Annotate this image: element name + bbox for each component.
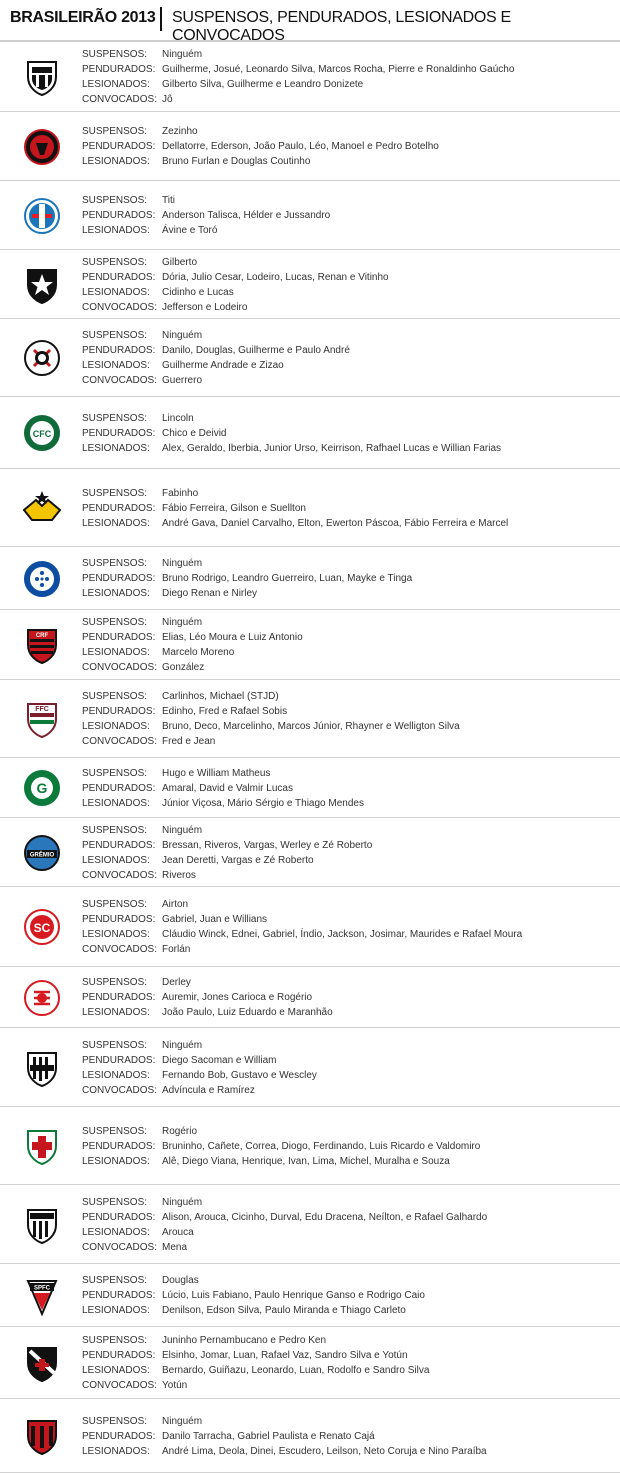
convocados-value: Advíncula e Ramírez	[162, 1085, 255, 1096]
pendurados-label: PENDURADOS:	[82, 1431, 156, 1442]
suspensos-label: SUSPENSOS:	[82, 825, 148, 836]
team-block	[0, 1399, 620, 1473]
lesionados-value: Alex, Geraldo, Iberbia, Junior Urso, Keirrison, Rafhael Lucas e Willian Farias	[162, 443, 502, 454]
pendurados-label: PENDURADOS:	[82, 992, 156, 1003]
suspensos-value: Derley	[162, 977, 191, 988]
pendurados-label: PENDURADOS:	[82, 345, 156, 356]
team-block	[0, 610, 620, 680]
lesionados-value: Bruno, Deco, Marcelinho, Marcos Júnior, Rhayner e Welligton Silva	[162, 721, 460, 732]
lesionados-value: André Gava, Daniel Carvalho, Elton, Ewerton Páscoa, Fábio Ferreira e Marcel	[162, 518, 509, 529]
pendurados-label: PENDURADOS:	[82, 1141, 156, 1152]
bahia-crest-icon	[22, 196, 62, 236]
lesionados-value: Guilherme Andrade e Zizao	[162, 360, 284, 371]
portuguesa-crest-icon	[22, 1126, 62, 1166]
suspensos-label: SUSPENSOS:	[82, 330, 148, 341]
pendurados-value: Auremir, Jones Carioca e Rogério	[162, 992, 313, 1003]
suspensos-label: SUSPENSOS:	[82, 413, 148, 424]
suspensos-value: Hugo e William Matheus	[162, 768, 271, 779]
coritiba-crest-icon	[22, 413, 62, 453]
svg-text:CRF: CRF	[35, 633, 49, 639]
lesionados-label: LESIONADOS:	[82, 360, 150, 371]
team-block	[0, 469, 620, 547]
ponte-preta-crest-icon	[22, 1048, 62, 1088]
team-block	[0, 818, 620, 887]
convocados-value: Forlán	[162, 944, 191, 955]
svg-text:FFC: FFC	[35, 706, 49, 713]
pendurados-label: PENDURADOS:	[82, 706, 156, 717]
team-block	[0, 1327, 620, 1399]
suspensos-label: SUSPENSOS:	[82, 257, 148, 268]
vasco-crest-icon	[22, 1343, 62, 1383]
team-block	[0, 181, 620, 250]
lesionados-label: LESIONADOS:	[82, 1227, 150, 1238]
lesionados-value: Arouca	[162, 1227, 194, 1238]
lesionados-label: LESIONADOS:	[82, 518, 150, 529]
pendurados-value: Danilo, Douglas, Guilherme e Paulo André	[162, 345, 350, 356]
pendurados-label: PENDURADOS:	[82, 1350, 156, 1361]
pendurados-value: Alison, Arouca, Cicinho, Durval, Edu Dracena, Neílton, e Rafael Galhardo	[162, 1212, 488, 1223]
pendurados-value: Danilo Tarracha, Gabriel Paulista e Renato Cajá	[162, 1431, 375, 1442]
suspensos-label: SUSPENSOS:	[82, 899, 148, 910]
svg-text:SPFC: SPFC	[33, 1285, 51, 1292]
lesionados-label: LESIONADOS:	[82, 1365, 150, 1376]
lesionados-label: LESIONADOS:	[82, 225, 150, 236]
pendurados-label: PENDURADOS:	[82, 573, 156, 584]
svg-text:GRÊMIO: GRÊMIO	[29, 852, 55, 859]
suspensos-label: SUSPENSOS:	[82, 1197, 148, 1208]
convocados-label: CONVOCADOS:	[82, 1085, 158, 1096]
pendurados-value: Fábio Ferreira, Gilson e Suellton	[162, 503, 306, 514]
team-block	[0, 680, 620, 758]
team-block	[0, 250, 620, 319]
pendurados-value: Chico e Deivid	[162, 428, 227, 439]
suspensos-label: SUSPENSOS:	[82, 1275, 148, 1286]
pendurados-value: Gabriel, Juan e Willians	[162, 914, 268, 925]
lesionados-label: LESIONADOS:	[82, 1070, 150, 1081]
lesionados-value: Denilson, Edson Silva, Paulo Miranda e Thiago Carleto	[162, 1305, 406, 1316]
pendurados-value: Guilherme, Josué, Leonardo Silva, Marcos Rocha, Pierre e Ronaldinho Gaúcho	[162, 64, 515, 75]
suspensos-label: SUSPENSOS:	[82, 977, 148, 988]
pendurados-label: PENDURADOS:	[82, 1212, 156, 1223]
team-block	[0, 887, 620, 967]
suspensos-value: Gilberto	[162, 257, 198, 268]
team-block	[0, 967, 620, 1028]
lesionados-label: LESIONADOS:	[82, 588, 150, 599]
lesionados-label: LESIONADOS:	[82, 721, 150, 732]
suspensos-label: SUSPENSOS:	[82, 49, 148, 60]
title-divider	[160, 7, 162, 31]
botafogo-crest-icon	[22, 265, 62, 305]
suspensos-label: SUSPENSOS:	[82, 768, 148, 779]
suspensos-label: SUSPENSOS:	[82, 1335, 148, 1346]
lesionados-value: Bruno Furlan e Douglas Coutinho	[162, 156, 311, 167]
pendurados-value: Amaral, David e Valmir Lucas	[162, 783, 293, 794]
team-block	[0, 319, 620, 397]
lesionados-label: LESIONADOS:	[82, 287, 150, 298]
suspensos-value: Zezinho	[162, 126, 198, 137]
cruzeiro-crest-icon	[22, 559, 62, 599]
lesionados-label: LESIONADOS:	[82, 1446, 150, 1457]
suspensos-value: Ninguém	[162, 1197, 203, 1208]
pendurados-value: Diego Sacoman e William	[162, 1055, 277, 1066]
pendurados-label: PENDURADOS:	[82, 64, 156, 75]
lesionados-value: Júnior Viçosa, Mário Sérgio e Thiago Mendes	[162, 798, 364, 809]
lesionados-label: LESIONADOS:	[82, 647, 150, 658]
pendurados-label: PENDURADOS:	[82, 503, 156, 514]
team-block	[0, 397, 620, 469]
pendurados-value: Anderson Talisca, Hélder e Jussandro	[162, 210, 331, 221]
atletico-pr-crest-icon	[22, 127, 62, 167]
suspensos-label: SUSPENSOS:	[82, 617, 148, 628]
suspensos-value: Rogério	[162, 1126, 198, 1137]
convocados-value: Mena	[162, 1242, 188, 1253]
pendurados-value: Dellatorre, Ederson, João Paulo, Léo, Manoel e Pedro Botelho	[162, 141, 439, 152]
pendurados-value: Bruno Rodrigo, Leandro Guerreiro, Luan, Mayke e Tinga	[162, 573, 413, 584]
suspensos-value: Carlinhos, Michael (STJD)	[162, 691, 279, 702]
lesionados-value: Bernardo, Guiñazu, Leonardo, Luan, Rodolfo e Sandro Silva	[162, 1365, 430, 1376]
team-block	[0, 112, 620, 181]
suspensos-value: Airton	[162, 899, 189, 910]
svg-text:CFC: CFC	[32, 429, 52, 439]
convocados-label: CONVOCADOS:	[82, 94, 158, 105]
goias-crest-icon	[22, 768, 62, 808]
suspensos-label: SUSPENSOS:	[82, 126, 148, 137]
suspensos-value: Titi	[162, 195, 175, 206]
criciuma-crest-icon	[22, 488, 62, 528]
suspensos-value: Douglas	[162, 1275, 199, 1286]
page-header	[0, 0, 620, 42]
suspensos-value: Ninguém	[162, 49, 203, 60]
pendurados-value: Elias, Léo Moura e Luiz Antonio	[162, 632, 303, 643]
team-block	[0, 1185, 620, 1264]
lesionados-label: LESIONADOS:	[82, 156, 150, 167]
convocados-label: CONVOCADOS:	[82, 302, 158, 313]
pendurados-value: Dória, Julio Cesar, Lodeiro, Lucas, Renan e Vitinho	[162, 272, 389, 283]
page-title: BRASILEIRÃO 2013	[10, 9, 156, 26]
suspensos-label: SUSPENSOS:	[82, 1040, 148, 1051]
team-block	[0, 1264, 620, 1327]
suspensos-value: Ninguém	[162, 558, 203, 569]
convocados-value: Fred e Jean	[162, 736, 216, 747]
suspensos-value: Ninguém	[162, 1040, 203, 1051]
convocados-value: Riveros	[162, 870, 196, 881]
pendurados-label: PENDURADOS:	[82, 1290, 156, 1301]
convocados-value: Jefferson e Lodeiro	[162, 302, 248, 313]
suspensos-value: Ninguém	[162, 825, 203, 836]
pendurados-value: Bressan, Riveros, Vargas, Werley e Zé Roberto	[162, 840, 373, 851]
atletico-mg-crest-icon	[22, 57, 62, 97]
convocados-value: González	[162, 662, 205, 673]
suspensos-value: Ninguém	[162, 330, 203, 341]
lesionados-value: Jean Deretti, Vargas e Zé Roberto	[162, 855, 314, 866]
pendurados-label: PENDURADOS:	[82, 428, 156, 439]
suspensos-value: Fabinho	[162, 488, 199, 499]
team-block	[0, 547, 620, 610]
pendurados-value: Edinho, Fred e Rafael Sobis	[162, 706, 288, 717]
nautico-crest-icon	[22, 978, 62, 1018]
lesionados-label: LESIONADOS:	[82, 1156, 150, 1167]
lesionados-label: LESIONADOS:	[82, 929, 150, 940]
pendurados-label: PENDURADOS:	[82, 783, 156, 794]
lesionados-label: LESIONADOS:	[82, 1305, 150, 1316]
pendurados-value: Bruninho, Cañete, Correa, Diogo, Ferdinando, Luis Ricardo e Valdomiro	[162, 1141, 481, 1152]
convocados-value: Guerrero	[162, 375, 203, 386]
lesionados-value: Diego Renan e Nirley	[162, 588, 258, 599]
suspensos-label: SUSPENSOS:	[82, 1126, 148, 1137]
lesionados-label: LESIONADOS:	[82, 1007, 150, 1018]
lesionados-value: Cláudio Winck, Ednei, Gabriel, Índio, Jackson, Josimar, Maurides e Rafael Moura	[162, 929, 523, 940]
convocados-label: CONVOCADOS:	[82, 662, 158, 673]
corinthians-crest-icon	[22, 338, 62, 378]
suspensos-label: SUSPENSOS:	[82, 488, 148, 499]
team-block	[0, 42, 620, 112]
lesionados-value: André Lima, Deola, Dinei, Escudero, Leilson, Neto Coruja e Nino Paraíba	[162, 1446, 487, 1457]
team-block	[0, 758, 620, 818]
pendurados-label: PENDURADOS:	[82, 272, 156, 283]
team-block	[0, 1107, 620, 1185]
lesionados-value: Fernando Bob, Gustavo e Wescley	[162, 1070, 317, 1081]
pendurados-label: PENDURADOS:	[82, 632, 156, 643]
lesionados-label: LESIONADOS:	[82, 79, 150, 90]
team-block	[0, 1028, 620, 1107]
internacional-crest-icon	[22, 907, 62, 947]
pendurados-label: PENDURADOS:	[82, 141, 156, 152]
pendurados-label: PENDURADOS:	[82, 914, 156, 925]
sao-paulo-crest-icon	[22, 1276, 62, 1316]
suspensos-value: Ninguém	[162, 1416, 203, 1427]
lesionados-value: Cidinho e Lucas	[162, 287, 234, 298]
convocados-label: CONVOCADOS:	[82, 736, 158, 747]
pendurados-label: PENDURADOS:	[82, 210, 156, 221]
convocados-label: CONVOCADOS:	[82, 1242, 158, 1253]
convocados-label: CONVOCADOS:	[82, 870, 158, 881]
suspensos-label: SUSPENSOS:	[82, 558, 148, 569]
convocados-label: CONVOCADOS:	[82, 944, 158, 955]
suspensos-label: SUSPENSOS:	[82, 195, 148, 206]
lesionados-label: LESIONADOS:	[82, 855, 150, 866]
convocados-label: CONVOCADOS:	[82, 1380, 158, 1391]
vitoria-crest-icon	[22, 1416, 62, 1456]
lesionados-label: LESIONADOS:	[82, 443, 150, 454]
gremio-crest-icon	[22, 833, 62, 873]
suspensos-value: Lincoln	[162, 413, 194, 424]
pendurados-value: Elsinho, Jomar, Luan, Rafael Vaz, Sandro Silva e Yotún	[162, 1350, 408, 1361]
flamengo-crest-icon	[22, 625, 62, 665]
lesionados-value: Ávine e Toró	[162, 225, 218, 236]
lesionados-value: Alê, Diego Viana, Henrique, Ivan, Lima, Michel, Muralha e Souza	[162, 1156, 450, 1167]
suspensos-value: Ninguém	[162, 617, 203, 628]
suspensos-value: Juninho Pernambucano e Pedro Ken	[162, 1335, 327, 1346]
svg-text:SC: SC	[33, 921, 51, 935]
suspensos-label: SUSPENSOS:	[82, 1416, 148, 1427]
page-subtitle: SUSPENSOS, PENDURADOS, LESIONADOS E CONVOCADOS	[172, 9, 511, 44]
convocados-label: CONVOCADOS:	[82, 375, 158, 386]
convocados-value: Jô	[162, 94, 173, 105]
pendurados-label: PENDURADOS:	[82, 1055, 156, 1066]
lesionados-value: Gilberto Silva, Guilherme e Leandro Donizete	[162, 79, 364, 90]
santos-crest-icon	[22, 1205, 62, 1245]
lesionados-value: Marcelo Moreno	[162, 647, 235, 658]
lesionados-label: LESIONADOS:	[82, 798, 150, 809]
convocados-value: Yotún	[162, 1380, 188, 1391]
suspensos-label: SUSPENSOS:	[82, 691, 148, 702]
svg-text:G: G	[36, 780, 48, 796]
lesionados-value: João Paulo, Luiz Eduardo e Maranhão	[162, 1007, 333, 1018]
pendurados-value: Lúcio, Luis Fabiano, Paulo Henrique Ganso e Rodrigo Caio	[162, 1290, 425, 1301]
fluminense-crest-icon	[22, 699, 62, 739]
pendurados-label: PENDURADOS:	[82, 840, 156, 851]
